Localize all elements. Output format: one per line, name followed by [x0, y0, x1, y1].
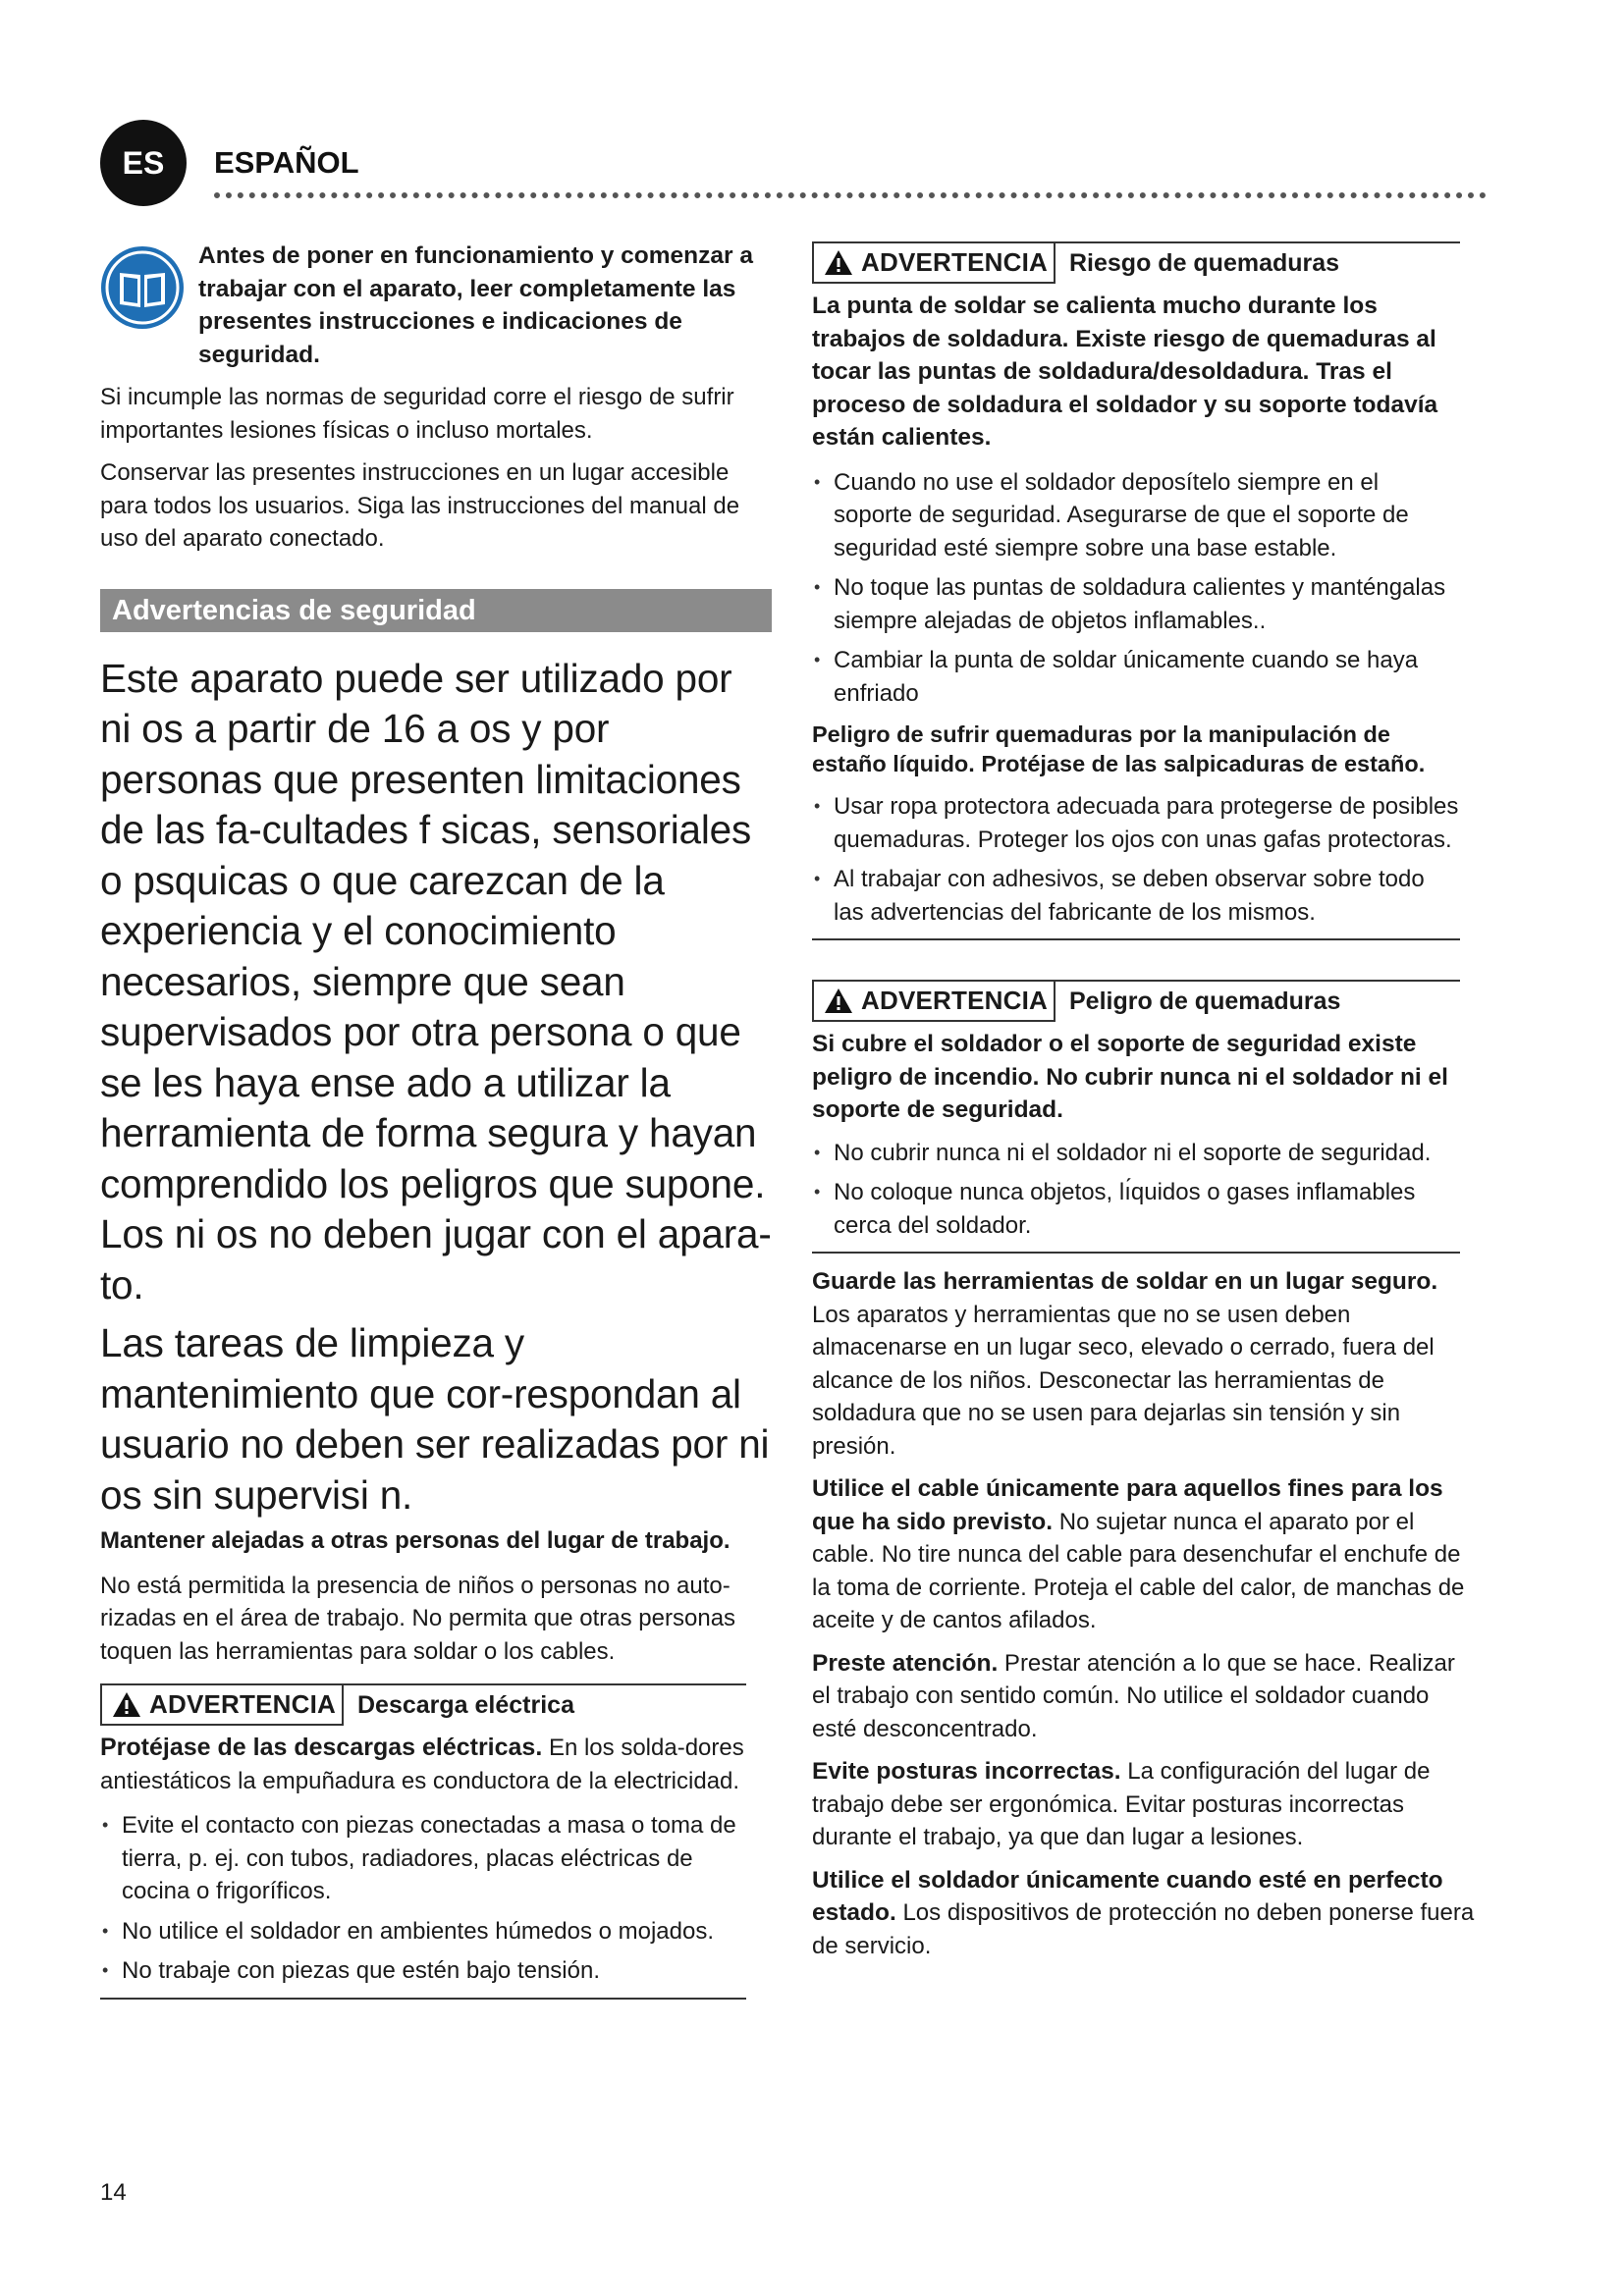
intro-paragraph: Conservar las presentes instrucciones en un lugar accesible para todos los usuarios. Siga las instrucciones del manual de uso del aparato conectado.	[100, 459, 740, 552]
list-item: • Evite el contacto con piezas conectadas a masa o toma de tierra, p. ej. con tubos, radiadores, placas eléctricas de cocina o frigoríficos.	[100, 1809, 746, 1908]
list-item: • No trabaje con piezas que estén bajo tensión.	[100, 1954, 746, 1988]
warning-lead: Protéjase de las descargas eléctricas. En los solda-dores antiestáticos la empuñadura es conductora de la electricidad.	[100, 1734, 744, 1794]
warning-tag	[812, 982, 1056, 1022]
list-item: • Cambiar la punta de soldar únicamente cuando se haya enfriado	[812, 644, 1460, 710]
left-column	[100, 240, 772, 2000]
warning-tag-label: ADVERTENCIA	[149, 1689, 336, 1719]
warning-tag	[812, 243, 1056, 284]
intro-paragraph: Si incumple las normas de seguridad corre el riesgo de sufrir importantes lesiones físicas o incluso mortales.	[100, 384, 734, 444]
list-item: • No utilice el soldador en ambientes húmedos o mojados.	[100, 1915, 746, 1949]
right-column	[812, 241, 1476, 1962]
warning-triangle-icon	[112, 1691, 141, 1718]
warning-header	[812, 980, 1460, 1022]
warning-tag-label: ADVERTENCIA	[861, 986, 1048, 1015]
right-paragraph: Preste atención. Prestar atención a lo que se hace. Realizar el trabajo con sentido común. No utilice el soldador cuando esté desconcentrado.	[812, 1649, 1455, 1742]
right-paragraph: Utilice el cable únicamente para aquellos fines para los que ha sido previsto. No sujetar nunca el aparato por el cable. No tire nunca del cable para desenchufar el enchufe de la toma de corriente. Proteja el cable del calor, de manchas de aceite y de cantos afilados.	[812, 1475, 1465, 1633]
warning-electric-box	[100, 1683, 746, 2000]
warning-tag	[100, 1685, 344, 1726]
language-badge: ES	[100, 120, 187, 206]
list-item: • Cuando no use el soldador deposítelo siempre en el soporte de seguridad. Asegurarse de que el soporte de seguridad esté siempre sobre una base estable.	[812, 466, 1460, 565]
warning-bullets	[812, 1137, 1460, 1243]
intro-bold-text: Antes de poner en funcionamiento y comenzar a trabajar con el aparato, leer completamente las presentes instrucciones e indicaciones de seguridad.	[198, 242, 753, 368]
page-number: 14	[100, 2179, 127, 2206]
list-item: • No coloque nunca objetos, lı́quidos o gases inflamables cerca del soldador.	[812, 1176, 1460, 1242]
keep-away-heading: Mantener alejadas a otras personas del lugar de trabajo.	[100, 1527, 731, 1554]
warning-lead: La punta de soldar se calienta mucho durante los trabajos de soldadura. Existe riesgo de quemaduras al tocar las puntas de soldadura/desoldadura. Tras el proceso de soldadura el soldador y su soporte todavía están calientes.	[812, 293, 1438, 451]
warning-title: Descarga eléctrica	[357, 1691, 574, 1719]
list-item: • No toque las puntas de soldadura calientes y manténgalas siempre alejadas de objetos inflamables..	[812, 571, 1460, 637]
warning-title: Riesgo de quemaduras	[1069, 249, 1340, 277]
keep-away-text: No está permitida la presencia de niños o personas no auto-rizadas en el área de trabajo. No permita que otras personas toquen las herramientas para soldar o los cables.	[100, 1572, 736, 1665]
warning-triangle-icon	[824, 988, 853, 1014]
warning-header	[812, 241, 1460, 284]
warning-subheading: Peligro de sufrir quemaduras por la manipulación de estaño líquido. Protéjase de las salpicaduras de estaño.	[812, 721, 1426, 776]
warning-bullets	[812, 790, 1460, 929]
large-notice-paragraph: Este aparato puede ser utilizado por ni os a partir de 16 a os y por personas que presenten limitaciones de las fa-cultades f sicas, sensoriales o psquicas o que carezcan de la experiencia y el conocimiento necesarios, siempre que sean supervisados por otra persona o que se les haya ense ado a utilizar la herramienta de forma segura y hayan comprendido los peligros que supone. Los ni os no deben jugar con el apara-to.	[100, 655, 772, 1308]
warning-lead: Si cubre el soldador o el soporte de seguridad existe peligro de incendio. No cubrir nunca ni el soldador ni el soporte de seguridad.	[812, 1031, 1448, 1123]
warning-tag-label: ADVERTENCIA	[861, 247, 1048, 277]
right-paragraph: Guarde las herramientas de soldar en un lugar seguro. Los aparatos y herramientas que no se usen deben almacenarse en un lugar seco, elevado o cerrado, fuera del alcance de los niños. Desconectar las herramientas de soldadura que no se usen para dejarlas sin tensión y sin presión.	[812, 1268, 1438, 1460]
warning-burn-risk-box	[812, 241, 1460, 940]
header-divider	[214, 192, 1487, 198]
section-heading: Advertencias de seguridad	[100, 589, 772, 632]
warning-burn-danger-box	[812, 980, 1460, 1254]
warning-bullets	[812, 466, 1460, 711]
list-item: • Al trabajar con adhesivos, se deben observar sobre todo las advertencias del fabricante de los mismos.	[812, 863, 1460, 929]
warning-body	[812, 290, 1460, 940]
warning-title: Peligro de quemaduras	[1069, 988, 1341, 1015]
book-icon	[100, 245, 185, 330]
list-item: • No cubrir nunca ni el soldador ni el soporte de seguridad.	[812, 1137, 1460, 1170]
warning-triangle-icon	[824, 249, 853, 276]
intro-block	[100, 240, 772, 371]
warning-body	[100, 1732, 746, 2000]
warning-body	[812, 1028, 1460, 1254]
list-item: • Usar ropa protectora adecuada para protegerse de posibles quemaduras. Proteger los ojos con unas gafas protectoras.	[812, 790, 1460, 856]
language-title: ESPAÑOL	[214, 145, 359, 180]
large-notice-paragraph: Las tareas de limpieza y mantenimiento que cor-respondan al usuario no deben ser realizadas por ni os sin supervisi n.	[100, 1320, 770, 1518]
warning-header	[100, 1683, 746, 1726]
right-paragraph: Utilice el soldador únicamente cuando esté en perfecto estado. Los dispositivos de protección no deben ponerse fuera de servicio.	[812, 1866, 1475, 1959]
warning-bullets	[100, 1809, 746, 1988]
right-paragraph: Evite posturas incorrectas. La configuración del lugar de trabajo debe ser ergonómica. Evitar posturas incorrectas durante el trabajo, ya que dan lugar a lesiones.	[812, 1758, 1431, 1850]
